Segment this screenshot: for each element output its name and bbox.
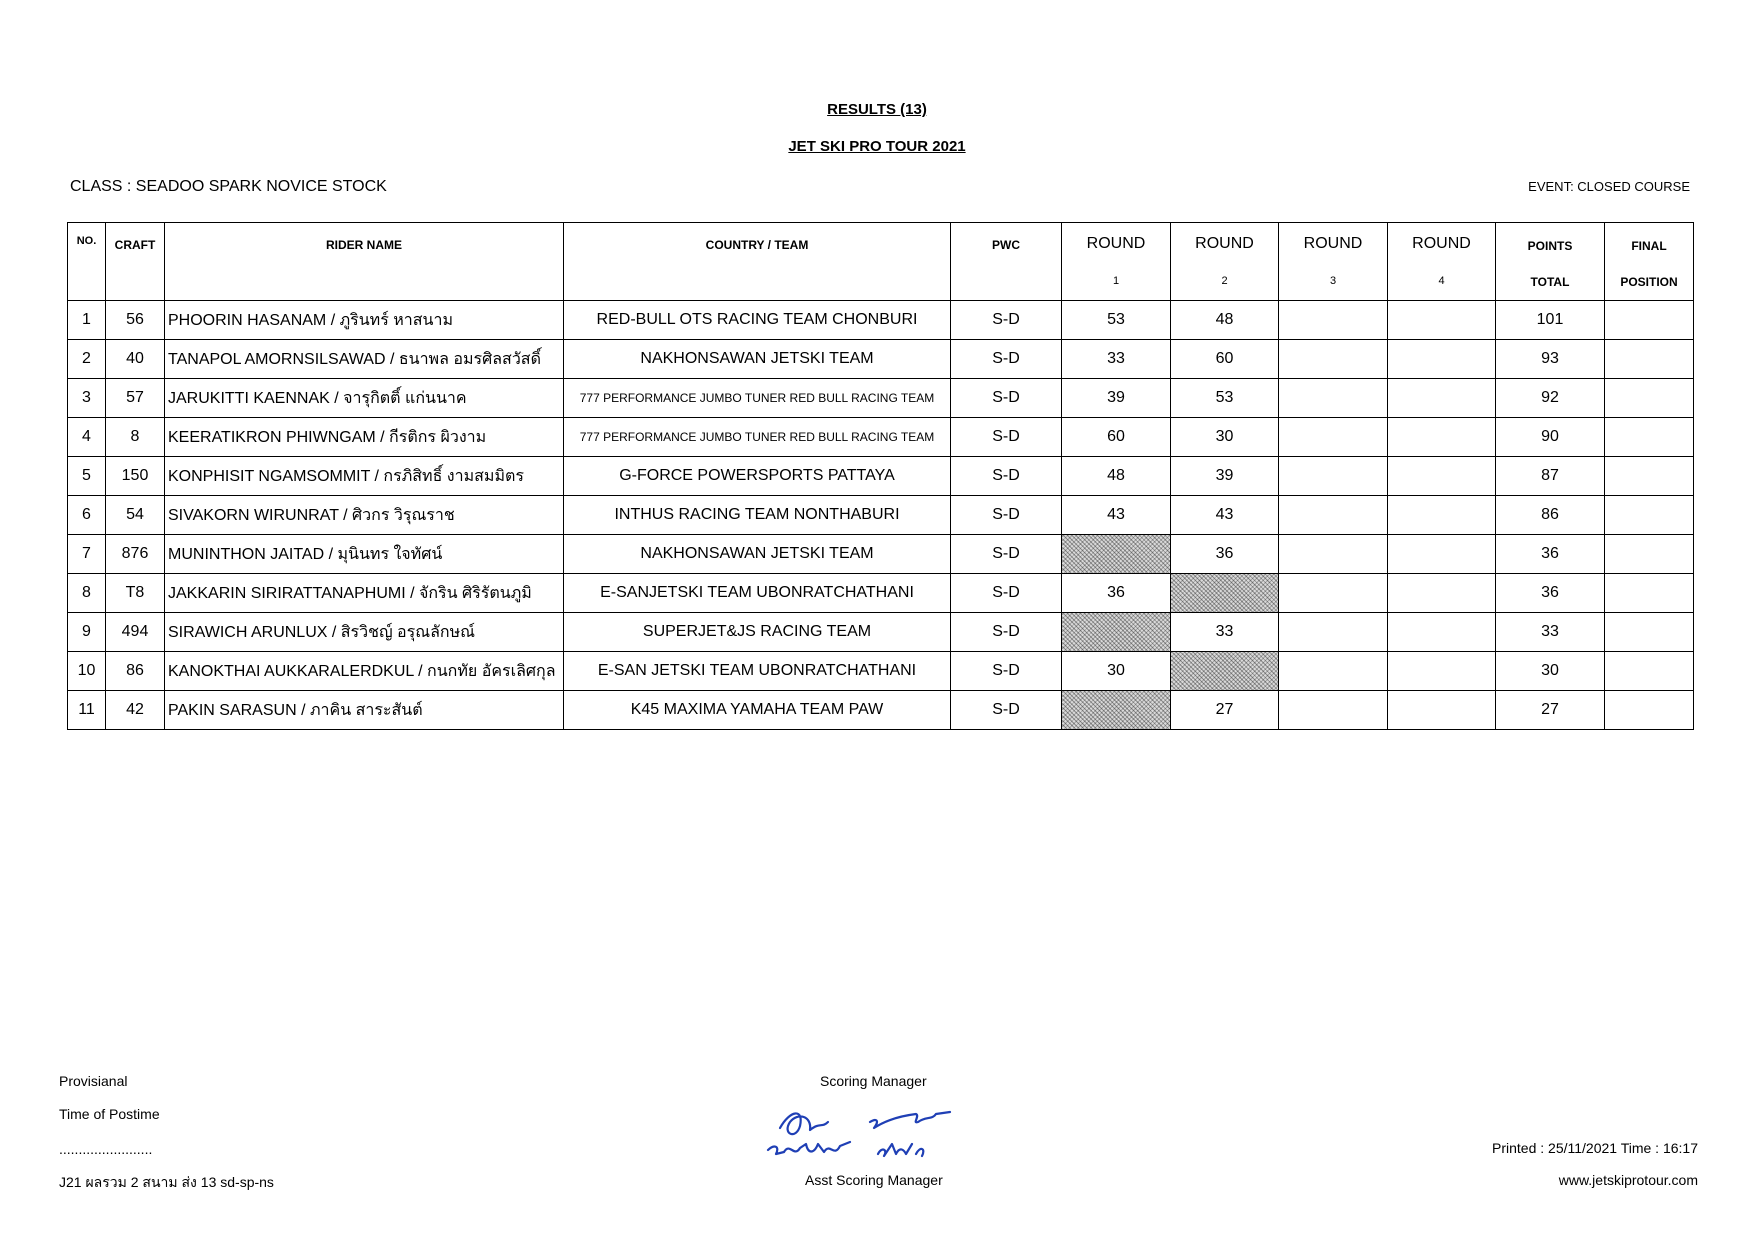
asst-scoring-manager-label: Asst Scoring Manager [805,1172,943,1188]
cell-r3 [1279,535,1388,574]
handwritten-signature-icon [760,1098,1020,1178]
cell-rider: KONPHISIT NGAMSOMMIT / กรภิสิทธิ์ งามสมมิตร [165,457,564,496]
cell-r2: 33 [1171,613,1279,652]
cell-final [1605,574,1694,613]
cell-r2: 48 [1171,301,1279,340]
cell-rider: KEERATIKRON PHIWNGAM / กีรติกร ผิวงาม [165,418,564,457]
provisional-label: Provisianal [59,1073,128,1089]
cell-pwc: S-D [951,652,1062,691]
cell-no: 8 [68,574,106,613]
cell-final [1605,613,1694,652]
cell-r1: 36 [1062,574,1171,613]
cell-r1: 43 [1062,496,1171,535]
cell-rider: PHOORIN HASANAM / ภูรินทร์ หาสนาม [165,301,564,340]
cell-r1 [1062,691,1171,730]
cell-r3 [1279,652,1388,691]
cell-no: 1 [68,301,106,340]
cell-team: G-FORCE POWERSPORTS PATTAYA [564,457,951,496]
cell-team: 777 PERFORMANCE JUMBO TUNER RED BULL RACING TEAM [564,379,951,418]
table-row [68,418,1694,457]
cell-pwc: S-D [951,418,1062,457]
page-title: RESULTS (13) [827,101,927,118]
cell-r4 [1388,691,1496,730]
cell-rider: JAKKARIN SIRIRATTANAPHUMI / จักริน ศิริรัตนภูมิ [165,574,564,613]
cell-pwc: S-D [951,613,1062,652]
header-country-team: COUNTRY / TEAM [564,223,951,301]
header-rider-name: RIDER NAME [165,223,564,301]
cell-r2: 27 [1171,691,1279,730]
cell-craft: 54 [106,496,165,535]
cell-craft: 40 [106,340,165,379]
cell-final [1605,379,1694,418]
cell-no: 2 [68,340,106,379]
cell-final [1605,418,1694,457]
cell-pwc: S-D [951,340,1062,379]
cell-r1: 60 [1062,418,1171,457]
cell-rider: TANAPOL AMORNSILSAWAD / ธนาพล อมรศิลสวัสดิ์ [165,340,564,379]
table-row [68,457,1694,496]
cell-r2: 53 [1171,379,1279,418]
cell-total: 36 [1496,574,1605,613]
cell-team: K45 MAXIMA YAMAHA TEAM PAW [564,691,951,730]
header-pwc: PWC [951,223,1062,301]
cell-r3 [1279,574,1388,613]
cell-team: 777 PERFORMANCE JUMBO TUNER RED BULL RACING TEAM [564,418,951,457]
scoring-manager-label: Scoring Manager [820,1073,927,1089]
cell-rider: KANOKTHAI AUKKARALERDKUL / กนกทัย อัครเลิศกุล [165,652,564,691]
time-dots: ........................ [59,1141,153,1157]
cell-r1: 39 [1062,379,1171,418]
table-row [68,574,1694,613]
cell-total: 92 [1496,379,1605,418]
header-round-3: ROUND 3 [1279,223,1388,301]
cell-total: 87 [1496,457,1605,496]
header-round-4: ROUND 4 [1388,223,1496,301]
cell-r2 [1171,652,1279,691]
cell-no: 9 [68,613,106,652]
cell-r1 [1062,613,1171,652]
cell-pwc: S-D [951,535,1062,574]
cell-pwc: S-D [951,574,1062,613]
cell-r2 [1171,574,1279,613]
table-row [68,613,1694,652]
header-round-1: ROUND 1 [1062,223,1171,301]
results-body [68,301,1694,730]
header-final-position: FINAL POSITION [1605,223,1694,301]
cell-craft: 8 [106,418,165,457]
cell-r2: 36 [1171,535,1279,574]
cell-r2: 39 [1171,457,1279,496]
cell-r1: 53 [1062,301,1171,340]
cell-total: 36 [1496,535,1605,574]
cell-r4 [1388,340,1496,379]
cell-no: 3 [68,379,106,418]
header-no: NO. [68,223,106,301]
cell-r4 [1388,613,1496,652]
cell-craft: 42 [106,691,165,730]
cell-pwc: S-D [951,301,1062,340]
header-craft: CRAFT [106,223,165,301]
time-of-postime-label: Time of Postime [59,1106,160,1122]
cell-craft: 57 [106,379,165,418]
cell-r3 [1279,340,1388,379]
cell-rider: MUNINTHON JAITAD / มุนินทร ใจทัศน์ [165,535,564,574]
table-row [68,535,1694,574]
class-label: CLASS : SEADOO SPARK NOVICE STOCK [70,178,387,195]
file-code: J21 ผลรวม 2 สนาม ส่ง 13 sd-sp-ns [59,1174,274,1190]
cell-r3 [1279,613,1388,652]
cell-final [1605,340,1694,379]
results-table [67,222,1694,730]
cell-team: NAKHONSAWAN JETSKI TEAM [564,340,951,379]
cell-r2: 60 [1171,340,1279,379]
cell-team: SUPERJET&JS RACING TEAM [564,613,951,652]
cell-r1: 48 [1062,457,1171,496]
table-row [68,340,1694,379]
cell-total: 93 [1496,340,1605,379]
cell-pwc: S-D [951,379,1062,418]
event-label: EVENT: CLOSED COURSE [1528,179,1690,194]
cell-final [1605,457,1694,496]
cell-r3 [1279,418,1388,457]
table-row [68,652,1694,691]
cell-no: 11 [68,691,106,730]
header-round-2: ROUND 2 [1171,223,1279,301]
cell-r4 [1388,535,1496,574]
cell-total: 33 [1496,613,1605,652]
cell-r3 [1279,301,1388,340]
cell-pwc: S-D [951,691,1062,730]
table-row [68,496,1694,535]
cell-team: E-SAN JETSKI TEAM UBONRATCHATHANI [564,652,951,691]
cell-no: 7 [68,535,106,574]
cell-total: 86 [1496,496,1605,535]
cell-final [1605,535,1694,574]
printed-timestamp: Printed : 25/11/2021 Time : 16:17 [1492,1140,1698,1156]
cell-craft: 150 [106,457,165,496]
cell-team: RED-BULL OTS RACING TEAM CHONBURI [564,301,951,340]
cell-no: 10 [68,652,106,691]
cell-final [1605,652,1694,691]
cell-total: 27 [1496,691,1605,730]
cell-r3 [1279,496,1388,535]
cell-craft: 56 [106,301,165,340]
cell-r4 [1388,379,1496,418]
cell-r4 [1388,301,1496,340]
cell-total: 90 [1496,418,1605,457]
cell-final [1605,301,1694,340]
table-row [68,379,1694,418]
cell-team: E-SANJETSKI TEAM UBONRATCHATHANI [564,574,951,613]
cell-r3 [1279,457,1388,496]
cell-rider: PAKIN SARASUN / ภาคิน สาระสันต์ [165,691,564,730]
cell-total: 30 [1496,652,1605,691]
cell-rider: JARUKITTI KAENNAK / จารุกิตติ์ แก่นนาค [165,379,564,418]
cell-craft: T8 [106,574,165,613]
cell-r4 [1388,496,1496,535]
cell-rider: SIRAWICH ARUNLUX / สิรวิชญ์ อรุณลักษณ์ [165,613,564,652]
table-row [68,691,1694,730]
cell-pwc: S-D [951,496,1062,535]
cell-r4 [1388,457,1496,496]
cell-r4 [1388,574,1496,613]
cell-craft: 494 [106,613,165,652]
cell-total: 101 [1496,301,1605,340]
cell-craft: 86 [106,652,165,691]
cell-final [1605,691,1694,730]
cell-rider: SIVAKORN WIRUNRAT / ศิวกร วิรุณราช [165,496,564,535]
cell-team: INTHUS RACING TEAM NONTHABURI [564,496,951,535]
cell-r1: 33 [1062,340,1171,379]
cell-r2: 30 [1171,418,1279,457]
cell-r2: 43 [1171,496,1279,535]
cell-team: NAKHONSAWAN JETSKI TEAM [564,535,951,574]
cell-final [1605,496,1694,535]
header-points-total: POINTS TOTAL [1496,223,1605,301]
cell-no: 4 [68,418,106,457]
table-row [68,301,1694,340]
table-header-row [68,223,1694,301]
cell-r3 [1279,691,1388,730]
cell-pwc: S-D [951,457,1062,496]
cell-r3 [1279,379,1388,418]
page-subtitle: JET SKI PRO TOUR 2021 [788,138,966,155]
cell-no: 6 [68,496,106,535]
cell-no: 5 [68,457,106,496]
cell-r4 [1388,418,1496,457]
cell-r1: 30 [1062,652,1171,691]
cell-r1 [1062,535,1171,574]
website-url: www.jetskiprotour.com [1558,1172,1698,1188]
cell-craft: 876 [106,535,165,574]
cell-r4 [1388,652,1496,691]
